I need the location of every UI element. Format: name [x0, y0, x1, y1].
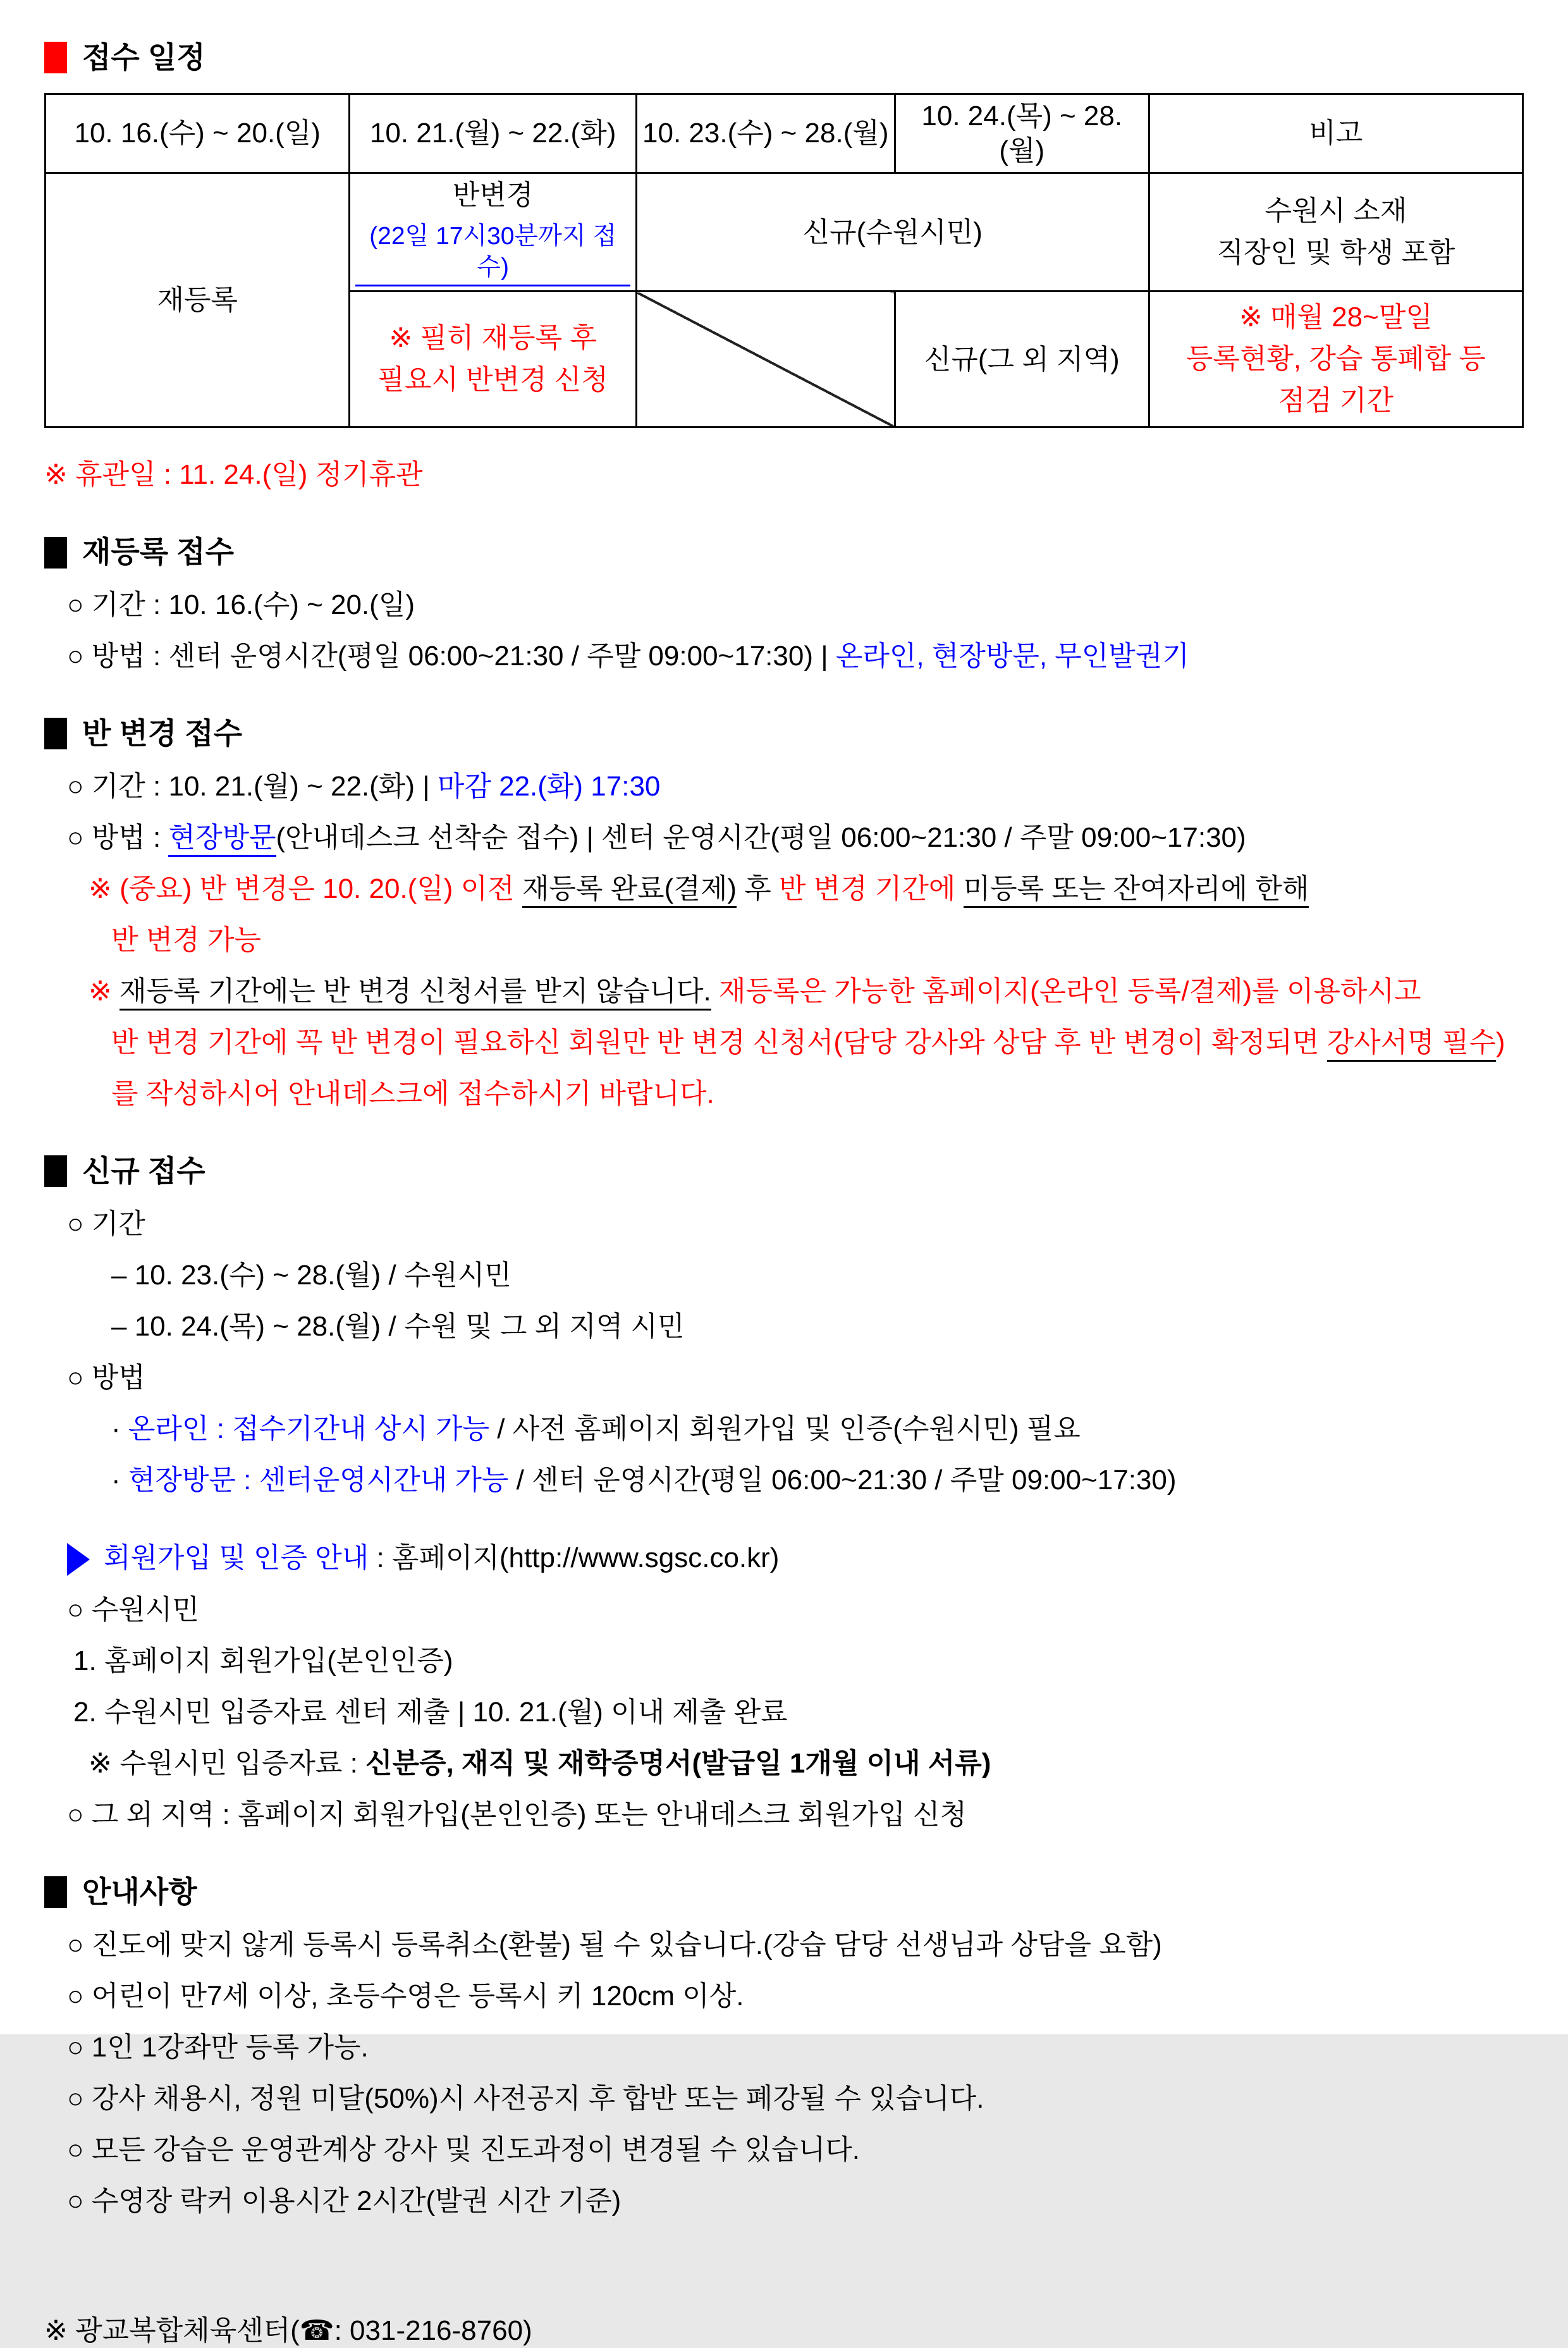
cell-new-other: 신규(그 외 지역) [895, 292, 1149, 427]
info-item-refund: ○ 진도에 맞지 않게 등록시 등록취소(환불) 될 수 있습니다.(강습 담당 선생님과 상담을 요함) [67, 1929, 1162, 1960]
class-change-method-post: (안내데스크 선착순 접수) | 센터 운영시간(평일 06:00~21:30 / 주말 09:00~17:30) [276, 821, 1246, 853]
class-change-method-visit: 현장방문 [168, 822, 276, 857]
section-reregister [44, 534, 1524, 673]
membership-step1: 1. 홈페이지 회원가입(본인인증) [73, 1645, 453, 1676]
class-change-heading-label: 반 변경 접수 [82, 716, 243, 750]
diagonal-empty-cell [636, 292, 895, 427]
note2-line2-red2: ) [1495, 1026, 1505, 1058]
new-method-online-line [44, 1411, 1524, 1446]
remark-check-line2: 등록현황, 강습 통폐합 등 [1185, 343, 1486, 375]
black-square-icon [44, 537, 67, 569]
note2-underline: 재등록 기간에는 반 변경 신청서를 받지 않습니다. [119, 976, 711, 1011]
note1-underline1: 재등록 완료(결제) [522, 873, 737, 908]
new-heading [44, 1153, 1524, 1190]
info-item-children: ○ 어린이 만7세 이상, 초등수영은 등록시 키 120cm 이상. [67, 1980, 744, 2012]
class-change-deadline-note: (22일 17시30분까지 접수) [355, 221, 630, 287]
class-change-warning-line1: ※ 필히 재등록 후 [389, 323, 597, 354]
schedule-heading-label: 접수 일정 [82, 40, 205, 74]
header-cell-period4: 10. 24.(목) ~ 28.(월) [895, 94, 1149, 173]
note1-underline2: 미등록 또는 잔여자리에 한해 [964, 873, 1309, 908]
info-item-merge-cancel: ○ 강사 채용시, 정원 미달(50%)시 사전공지 후 합반 또는 폐강될 수 있습니다. [67, 2082, 984, 2114]
reregister-heading-label: 재등록 접수 [82, 535, 235, 569]
membership-title-post: : 홈페이지(http://www.sgsc.co.kr) [369, 1542, 780, 1573]
closed-day-note: ※ 휴관일 : 11. 24.(일) 정기휴관 [44, 459, 423, 491]
class-change-deadline: 마감 22.(화) 17:30 [437, 770, 661, 802]
cell-remark-check-period [1149, 292, 1522, 427]
doc-note-bold: 신분증, 재직 및 재학증명서(발급일 1개월 이내 서류) [365, 1747, 991, 1779]
membership-doc-note [44, 1746, 1524, 1781]
note2-line2-red1: 반 변경 기간에 꼭 반 변경이 필요하신 회원만 반 변경 신청서(담당 강사와 상담 후 반 변경이 확정되면 [111, 1026, 1327, 1058]
red-square-icon [44, 42, 67, 73]
section-info [44, 1874, 1524, 2218]
remark-suwon-line1: 수원시 소재 [1265, 195, 1407, 226]
schedule-table-header-row [46, 94, 1523, 173]
remark-check-line3: 점검 기간 [1278, 385, 1393, 417]
schedule-heading [44, 39, 1524, 77]
schedule-table [44, 93, 1524, 429]
section-class-change [44, 715, 1524, 1111]
online-bullet: · [111, 1413, 128, 1444]
reregister-method-pre: ○ 방법 : 센터 운영시간(평일 06:00~21:30 / 주말 09:00~17:30) | [67, 641, 836, 672]
new-period-label: ○ 기간 [67, 1208, 145, 1239]
new-period-item-suwon: – 10. 23.(수) ~ 28.(월) / 수원시민 [111, 1259, 511, 1291]
section-schedule [44, 39, 1524, 492]
info-item-instructor-change: ○ 모든 강습은 운영관계상 강사 및 진도과정이 변경될 수 있습니다. [67, 2134, 860, 2165]
class-change-method-pre: ○ 방법 : [67, 821, 169, 853]
remark-suwon-line2: 직장인 및 학생 포함 [1216, 237, 1455, 268]
class-change-method-line [44, 820, 1524, 855]
class-change-note2-line1 [44, 974, 1524, 1009]
header-cell-remark: 비고 [1149, 94, 1522, 173]
note1-mid: 후 [736, 873, 779, 904]
class-change-period-pre: ○ 기간 : 10. 21.(월) ~ 22.(화) | [67, 770, 438, 802]
membership-title-line [44, 1540, 1524, 1576]
new-period-item-other: – 10. 24.(목) ~ 28.(월) / 수원 및 그 외 지역 시민 [111, 1310, 685, 1342]
new-method-label: ○ 방법 [67, 1361, 145, 1393]
cell-new-suwon: 신규(수원시민) [636, 173, 1149, 292]
black-square-icon [44, 718, 67, 749]
class-change-period-line [44, 769, 1524, 804]
membership-title-blue: 회원가입 및 인증 안내 [104, 1542, 369, 1573]
online-post: / 사전 홈페이지 회원가입 및 인증(수원시민) 필요 [489, 1413, 1081, 1444]
info-heading-label: 안내사항 [82, 1874, 197, 1909]
cell-class-change [350, 173, 636, 292]
new-method-visit-line [44, 1463, 1524, 1497]
black-square-icon [44, 1155, 67, 1187]
doc-note-pre: ※ 수원시민 입증자료 : [89, 1747, 366, 1779]
reregister-method-channels: 온라인, 현장방문, 무인발권기 [835, 641, 1189, 672]
remark-check-line1: ※ 매월 28~말일 [1239, 302, 1433, 333]
membership-suwon-label: ○ 수원시민 [67, 1594, 199, 1625]
info-item-locker: ○ 수영장 락커 이용시간 2시간(발권 시간 기준) [67, 2185, 622, 2216]
visit-post: / 센터 운영시간(평일 06:00~21:30 / 주말 09:00~17:30) [508, 1464, 1177, 1496]
class-change-note2-line3: 를 작성하시어 안내데스크에 접수하시기 바랍니다. [111, 1078, 714, 1109]
note2-line2-underlined: 강사서명 필수 [1327, 1027, 1496, 1062]
class-change-note2-line2 [44, 1025, 1524, 1060]
schedule-table-row2 [46, 173, 1523, 292]
reregister-heading [44, 534, 1524, 571]
footer-contact-line: ※ 광교복합체육센터(☎: 031-216-8760) [44, 2314, 532, 2346]
cell-reregister: 재등록 [46, 173, 350, 427]
reregister-period-line: ○ 기간 : 10. 16.(수) ~ 20.(일) [67, 589, 415, 620]
class-change-important-note-line1 [44, 871, 1524, 906]
cell-remark-suwon [1149, 173, 1522, 292]
visit-bullet: · [111, 1464, 128, 1496]
visit-blue: 현장방문 : 센터운영시간내 가능 [128, 1464, 509, 1496]
membership-step2: 2. 수원시민 입증자료 센터 제출 | 10. 21.(월) 이내 제출 완료 [73, 1696, 788, 1728]
blue-arrow-icon [67, 1543, 90, 1576]
cell-class-change-warning [350, 292, 636, 427]
info-heading [44, 1874, 1524, 1911]
new-heading-label: 신규 접수 [82, 1153, 205, 1188]
reregister-method-line [44, 639, 1524, 673]
header-cell-period3: 10. 23.(수) ~ 28.(월) [636, 94, 895, 173]
header-cell-period2: 10. 21.(월) ~ 22.(화) [350, 94, 636, 173]
class-change-important-note-line2: 반 변경 가능 [111, 924, 261, 956]
membership-other-region-line: ○ 그 외 지역 : 홈페이지 회원가입(본인인증) 또는 안내데스크 회원가입 신청 [67, 1798, 967, 1830]
online-blue: 온라인 : 접수기간내 상시 가능 [128, 1413, 490, 1444]
info-item-one-course: ○ 1인 1강좌만 등록 가능. [67, 2031, 369, 2063]
note1-red1: ※ (중요) 반 변경은 10. 20.(일) 이전 [89, 873, 522, 904]
class-change-title: 반변경 [452, 179, 534, 211]
class-change-warning-line2: 필요시 반변경 신청 [377, 364, 608, 396]
black-square-icon [44, 1876, 67, 1908]
section-new [44, 1153, 1524, 1832]
note2-star: ※ [89, 975, 120, 1007]
note2-red1: 재등록은 가능한 홈페이지(온라인 등록/결제)를 이용하시고 [711, 975, 1421, 1007]
class-change-heading [44, 715, 1524, 753]
note1-red2: 반 변경 기간에 [778, 873, 964, 904]
header-cell-period1: 10. 16.(수) ~ 20.(일) [46, 94, 350, 173]
